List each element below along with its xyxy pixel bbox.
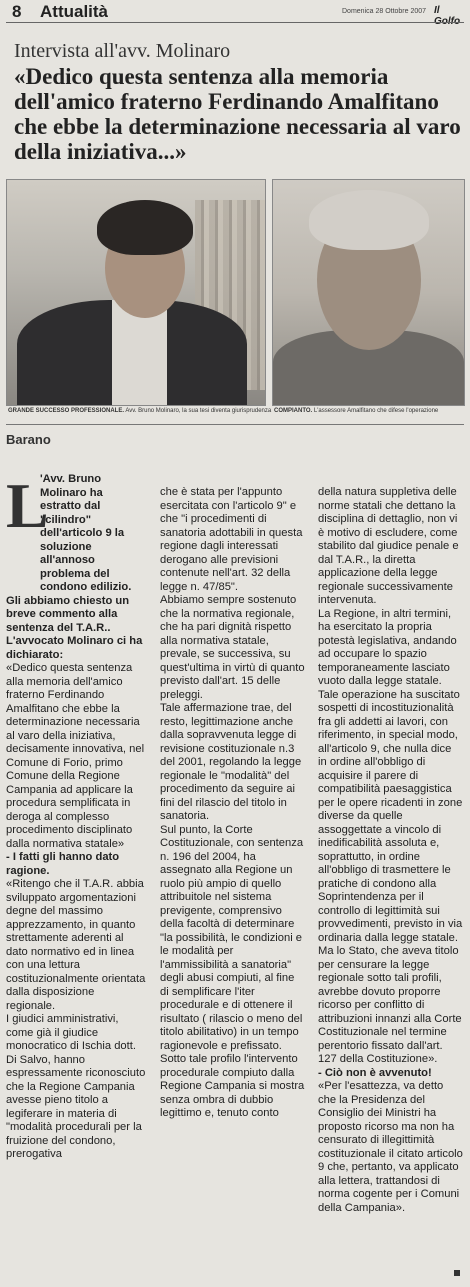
portrait-hair xyxy=(309,190,429,250)
newspaper-logo: Il xyxy=(434,5,440,16)
locality-tag: Barano xyxy=(6,432,51,447)
article-column-1 xyxy=(6,470,146,1162)
article-headline: «Dedico questa sentenza alla memoria dell'amico fraterno Ferdinando Amalfitano che ebbe la determinazione necessaria al varo della iniziativa...» xyxy=(14,64,461,164)
section-rule xyxy=(6,424,464,425)
photo-caption-left xyxy=(8,408,271,414)
body-paragraph: che è stata per l'appunto esercitata con l'articolo 9" e che "i procedimenti di sanatoria adottabili in questa regione dagli interessati derogano alle previsioni contenute nell'art. 32 della legge n. 47/85". xyxy=(160,486,303,593)
body-paragraph: Tale affermazione trae, del resto, legittimazione anche dalla sopravvenuta legge di revisione costituzionale n.3 del 2001, regolando la legge regionale le "modalità" del procedimento da seguire ai fini del rilascio del titolo in sanatoria. xyxy=(160,702,302,822)
header-rule xyxy=(6,22,464,23)
section-title: Attualità xyxy=(40,2,108,21)
article-column-2 xyxy=(160,486,305,1121)
page-number: 8 xyxy=(12,2,22,21)
question-paragraph: - I fatti gli hanno dato ragione. xyxy=(6,851,120,877)
portrait-hair xyxy=(97,200,193,255)
caption-left-bold: GRANDE SUCCESSO PROFESSIONALE. xyxy=(8,408,125,414)
article-kicker: Intervista all'avv. Molinaro xyxy=(14,40,231,62)
body-paragraph: «Per l'esattezza, va detto che la Presidenza del Consiglio dei Ministri ha proposto ricorso ma non ha censurato di illegittimità costituzionale il citato articolo 9 che, pertanto, va applicato alla lettera, trattandosi di norma cogente per i Comuni della Campania». xyxy=(318,1080,463,1214)
body-paragraph: Sotto tale profilo l'intervento procedurale compiuto dalla Regione Campania si mostra senza ombra di dubbio legittimo e, tenuto conto xyxy=(160,1053,305,1119)
photo-lawyer xyxy=(6,179,266,406)
article-column-3 xyxy=(318,486,463,1215)
end-of-article-mark xyxy=(454,1270,460,1276)
drop-cap: L xyxy=(6,470,49,541)
caption-right-bold: COMPIANTO. xyxy=(274,408,313,414)
page-header xyxy=(6,2,464,22)
photo-amalfitano xyxy=(272,179,465,406)
body-paragraph: della natura suppletiva delle norme statali che dettano la disciplina di dettaglio, non vi è motivo di escludere, come stabilito dal giudice penale e dal T.A.R., la diretta applicazione della legge regionale successivamente intervenuta. xyxy=(318,486,459,606)
question-paragraph: Gli abbiamo chiesto un breve commento alla sentenza del T.A.R.. xyxy=(6,594,130,634)
body-paragraph: La Regione, in altri termini, ha esercitato la propria potestà legislativa, andando ad occupare lo spazio temporaneamente lasciato vuoto dalla legge statale. xyxy=(318,607,457,687)
body-paragraph: Tale operazione ha suscitato sospetti di incostituzionalità fra gli addetti ai lavori, con riferimento, in special modo, all'articolo 9, che nulla dice in ordine all'obbligo di acquisire il parere di compatibilità paesaggistica per le opere ricadenti in zone diverse da quelle assoggettate a vincolo di inedificabilità assoluta e, soprattutto, in ordine all'obbligo di trasmettere le pratiche di condono alla Soprintendenza per il controllo di legittimità sui provvedimenti, previsto in via ordinaria dalla legge statale. xyxy=(318,688,463,944)
photo-caption-right xyxy=(274,408,438,414)
body-paragraph: «Ritengo che il T.A.R. abbia sviluppato argomentazioni degne del massimo apprezzamento, in quanto strettamente aderenti al dato normativo ed in linea con una lettura costituzionalmente orientata dalla disposizione regionale. xyxy=(6,878,146,1012)
intro-paragraph: L'avvocato Molinaro ci ha dichiarato: xyxy=(6,635,143,661)
issue-date: Domenica 28 Ottobre 2007 xyxy=(342,8,427,15)
body-paragraph: Abbiamo sempre sostenuto che la normativa regionale, che ha pari dignità rispetto alla normativa statale, prevale, se successiva, su quest'ultima in virtù di quanto previsto dall'art. 15 delle preleggi. xyxy=(160,594,305,701)
caption-right-text: L'assessore Amalfitano che difese l'operazione xyxy=(312,408,439,414)
body-paragraph: Sul punto, la Corte Costituzionale, con sentenza n. 196 del 2004, ha assegnato alla Regione un ruolo più ampio di quello attribuitole nel sistema previgente, comprensivo della facoltà di determinare "la possibilità, le condizioni e le modalità per l'ammissibilità a sanatoria" degli abusi compiuti, al fine di semplificare l'iter procedurale e di ottenere il risultato ( rilascio o meno del titolo abilitativo) in un tempo ragionevole e prefissato. xyxy=(160,823,304,1052)
quote-paragraph: «Dedico questa sentenza alla memoria dell'amico fraterno Ferdinando Amalfitano che ebbe la determinazione necessaria al varo della iniziativa, decisamente innovativa, nel Comune di Forio, primo Comune della Regione Campania ad applicare la procedura semplificata in deroga al complesso procedimento disciplinato dalla normativa statale» xyxy=(6,662,145,850)
body-paragraph: Ma lo Stato, che aveva titolo per censurare la legge regionale sotto tali profili, avrebbe dovuto proporre ricorso per conflitto di attribuzioni innanzi alla Corte Costituzionale nel termine perentorio fissato dall'art. 127 della Costituzione». xyxy=(318,945,462,1065)
lead-paragraph: 'Avv. Bruno Molinaro ha estratto dal "cilindro" dell'articolo 9 la soluzione all'annoso problema del condono edilizio. xyxy=(40,473,132,593)
question-paragraph: - Ciò non è avvenuto! xyxy=(318,1066,432,1079)
body-paragraph: I giudici amministrativi, come già il giudice monocratico di Ischia dott. Di Salvo, hanno espressamente riconosciuto che la Regione Campania avesse pieno titolo a legiferare in materia di "modalità procedurali per la fruizione del condono, prerogativa xyxy=(6,1013,146,1160)
caption-left-text: Avv. Bruno Molinaro, la sua tesi diventa giurisprudenza xyxy=(124,408,272,414)
